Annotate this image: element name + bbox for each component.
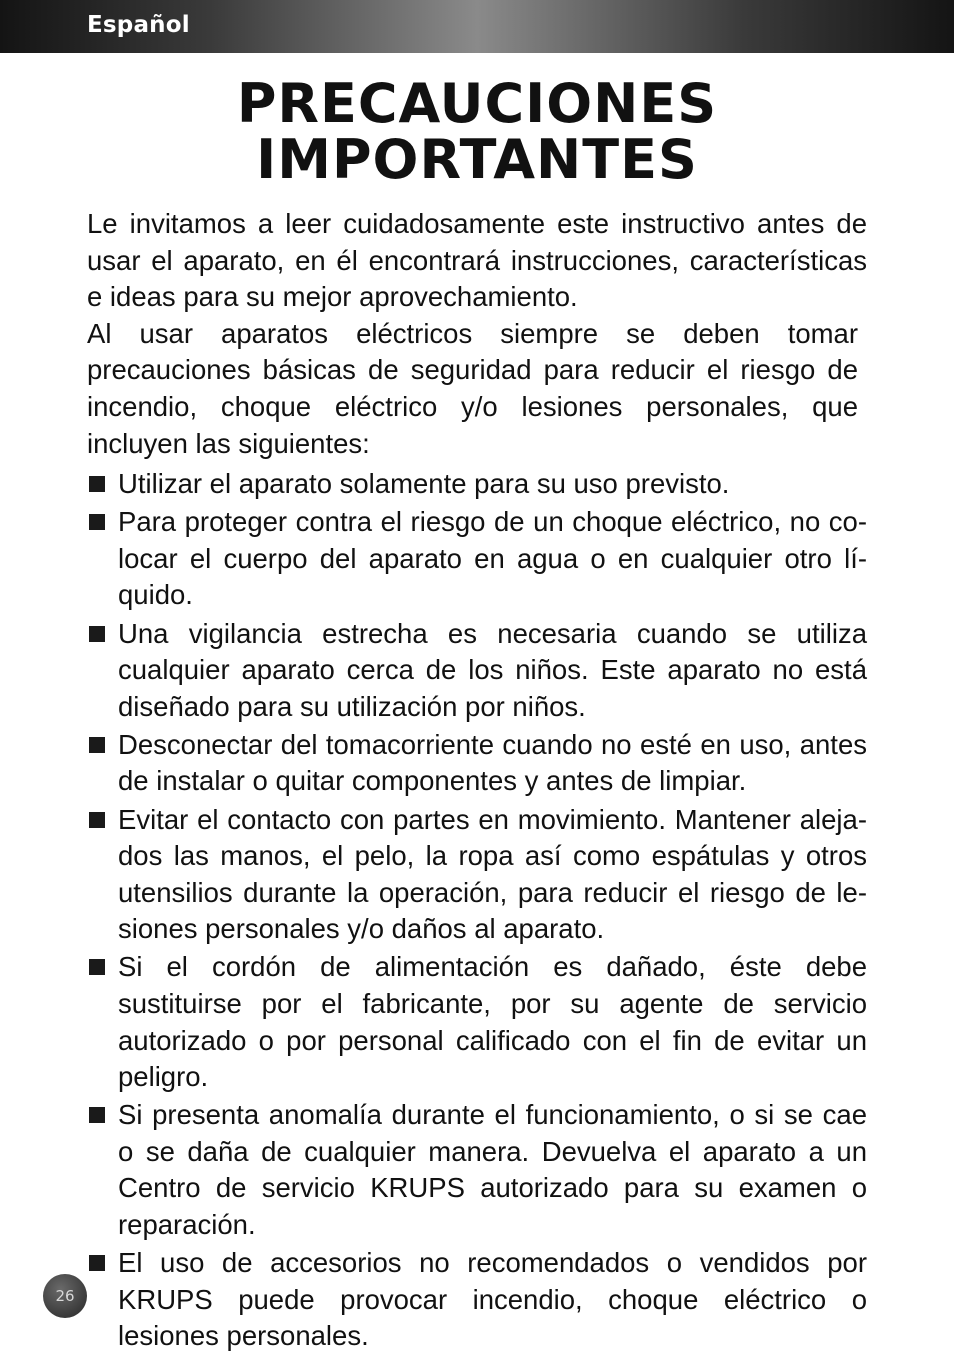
list-item — [87, 1097, 867, 1243]
page-title-line-1: PRECAUCIONES — [236, 72, 718, 135]
precautions-list — [87, 466, 867, 1355]
square-bullet-icon — [89, 1255, 105, 1271]
page-title-line-2: IMPORTANTES — [256, 128, 698, 191]
list-item-text: Si el cordón de alimentación es dañado, éste debe sustituirse por el fabricante, por su agente de servicio autorizado o por personal calificado con el fin de evitar un peligro. — [118, 951, 867, 1093]
square-bullet-icon — [89, 514, 105, 530]
language-header-bar — [0, 0, 954, 53]
list-item — [87, 504, 867, 614]
language-label: Español — [87, 12, 190, 38]
square-bullet-icon — [89, 1107, 105, 1123]
list-item-text: Utilizar el aparato solamente para su uso previsto. — [118, 468, 730, 500]
list-item — [87, 727, 867, 800]
list-item-text: Una vigilancia estrecha es necesaria cuando se utiliza cualquier aparato cerca de los niños. Este aparato no está diseñado para su utilización por niños. — [118, 617, 867, 722]
square-bullet-icon — [89, 626, 105, 642]
list-item-text: Si presenta anomalía durante el funcionamiento, o si se cae o se daña de cualquier manera. Devuelva el aparato a un Centro de servicio KRUPS autorizado para su examen o reparación. — [118, 1099, 867, 1241]
list-item-text: Para proteger contra el riesgo de un choque eléctrico, no co-locar el cuerpo del aparato en agua o en cualquier otro lí-quido. — [118, 506, 867, 611]
document-body — [87, 206, 867, 1356]
page-title — [0, 72, 954, 191]
list-item — [87, 949, 867, 1095]
list-item — [87, 466, 867, 503]
list-item-text: El uso de accesorios no recomendados o vendidos por KRUPS puede provocar incendio, choque eléctrico o lesiones personales. — [118, 1247, 867, 1352]
list-item — [87, 1245, 867, 1355]
list-item — [87, 616, 867, 726]
square-bullet-icon — [89, 476, 105, 492]
square-bullet-icon — [89, 737, 105, 753]
page-number-badge: 26 — [43, 1274, 87, 1318]
safety-intro-paragraph: Al usar aparatos eléctricos siempre se deben tomar precauciones básicas de seguridad para reducir el riesgo de incendio, choque eléctrico y/o lesiones personales, que incluyen las siguientes: — [87, 317, 858, 459]
intro-paragraph: Le invitamos a leer cuidadosamente este instructivo antes de usar el aparato, en él encontrará instrucciones, características e ideas para su mejor aprovechamiento. — [87, 208, 867, 313]
square-bullet-icon — [89, 812, 105, 828]
list-item-text: Desconectar del tomacorriente cuando no esté en uso, antes de instalar o quitar componentes y antes de limpiar. — [118, 728, 867, 797]
square-bullet-icon — [89, 959, 105, 975]
list-item-text: Evitar el contacto con partes en movimiento. Mantener aleja-dos las manos, el pelo, la ropa así como espátulas y otros utensilios durante la operación, para reducir el riesgo de le-siones personales y/o daños al aparato. — [118, 803, 867, 945]
list-item — [87, 802, 867, 948]
